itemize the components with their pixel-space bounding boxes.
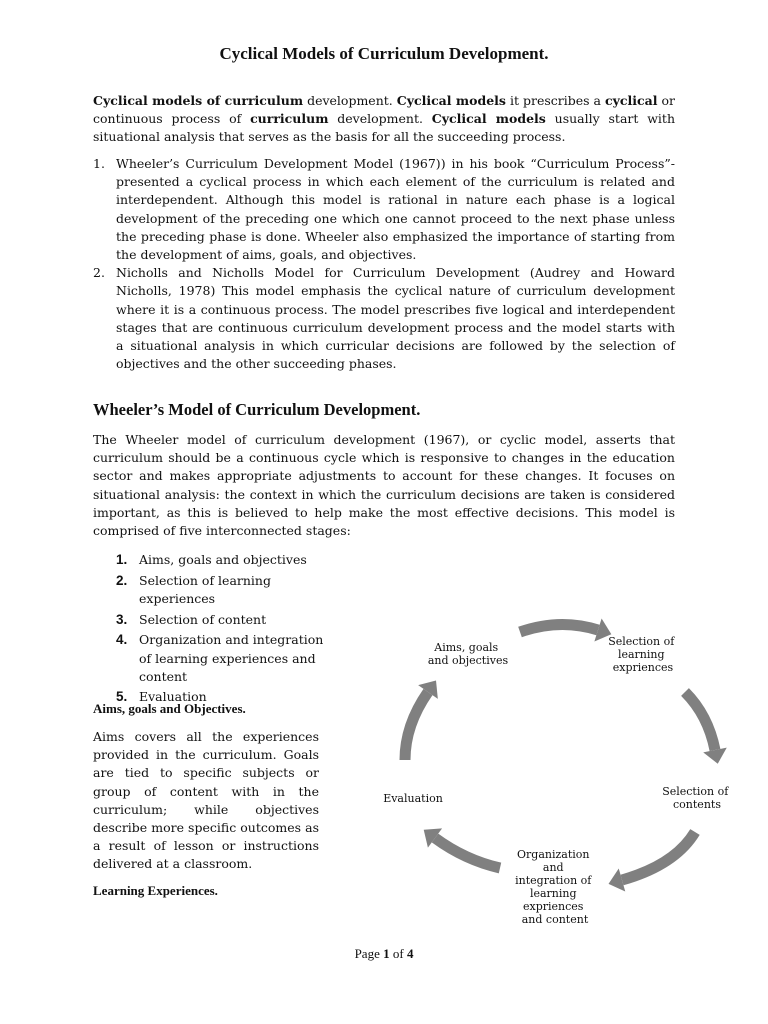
aims-paragraph: Aims covers all the experiences provided in the curriculum. Goals are tied to specific subjects or group of content with in the curriculum; while objectives describe more specific outcomes as a result of lesson or instructions delivered at a classroom. [93,729,319,872]
stage-item [116,611,326,629]
arrow-learning-to-contents-head [703,748,727,764]
stage-number: 2. [116,572,128,588]
arrow-aims-to-learning [520,624,598,632]
section-heading: Wheeler’s Model of Curriculum Development. [93,400,421,419]
stage-text: Aims, goals and objectives [139,552,307,567]
models-list [93,155,675,373]
stages-list [116,551,326,709]
footer-of-word: of [392,946,404,961]
intro-text-1: development. [303,93,397,108]
intro-bold-4: curriculum [250,111,329,127]
arrow-learning-to-contents [685,692,715,750]
page-title: Cyclical Models of Curriculum Development. [219,44,549,63]
intro-text-4: development. [328,111,432,127]
list-item-text: Nicholls and Nicholls Model for Curriculum Development (Audrey and Howard Nicholls, 1978) This model emphasis the cyclical nature of curriculum development where it is a continuous process. The model prescribes five logical and interdependent stages that are continuous curriculum development process and the model starts with a situational analysis in which curricular decisions are followed by the selection of objectives and the other succeeding phases. [116,265,675,372]
arrow-contents-to-organization [622,832,695,880]
wheeler-cycle-diagram [360,610,760,940]
list-item-number: 1. [93,156,105,171]
stage-text: Selection of content [139,611,267,627]
node-organization: Organization and integration of learning expriences and content [515,848,592,926]
list-item-number: 2. [93,265,105,281]
list-item [93,264,675,373]
node-evaluation: Evaluation [383,792,443,805]
stage-number: 5. [116,689,128,705]
arrow-evaluation-to-aims [405,692,428,760]
page-footer [0,946,768,962]
intro-bold-3: cyclical [605,93,658,108]
list-item [93,155,675,264]
intro-paragraph [93,92,675,147]
stage-item [116,631,326,686]
intro-bold-2: Cyclical models [396,93,506,108]
node-contents: Selection of contents [662,785,729,811]
arrow-organization-to-evaluation [435,838,500,868]
list-item-text: Wheeler’s Curriculum Development Model (1967)) in his book “Curriculum Process”- presented a cyclical process in which each element of the curriculum is related and interdependent. Although this model is rational in nature each phase is a logical development of the preceding one which one cannot proceed to the next phase unless the preceding phase is done. Wheeler also emphasized the importance of starting from the development of aims, goals, and objectives. [116,156,675,263]
stage-item [116,572,326,608]
stage-item [116,551,326,569]
stage-text: Evaluation [139,689,207,705]
stage-number: 3. [116,611,128,627]
intro-bold-5: Cyclical models [431,111,546,127]
intro-text-5: usually start with situational analysis that serves as the basis for all the succeeding process. [93,111,675,145]
stage-number: 4. [116,632,128,648]
learning-heading: Learning Experiences. [93,883,218,898]
stage-number: 1. [116,552,128,567]
footer-total-pages: 4 [406,946,414,961]
intro-text-2: it prescribes a [505,93,606,108]
intro-bold-1: Cyclical models of curriculum [93,93,304,108]
stage-text: Selection of learning experiences [139,572,271,606]
aims-heading: Aims, goals and Objectives. [93,701,246,716]
footer-current-page: 1 [383,946,390,961]
section-paragraph: The Wheeler model of curriculum development (1967), or cyclic model, asserts that curriculum should be a continuous cycle which is responsive to changes in the education sector and makes appropriate adjustments to account for these changes. It focuses on situational analysis: the context in which the curriculum decisions are taken is considered important, as this is believed to help make the most effective decisions. This model is comprised of five interconnected stages: [93,432,675,539]
stage-text: Organization and integration of learning experiences and content [139,632,324,684]
node-aims: Aims, goals and objectives [427,641,509,667]
node-learning-experiences: Selection of learning expriences [608,635,675,674]
intro-text-3: or continuous process of [93,93,675,127]
footer-page-word: Page [354,946,380,961]
